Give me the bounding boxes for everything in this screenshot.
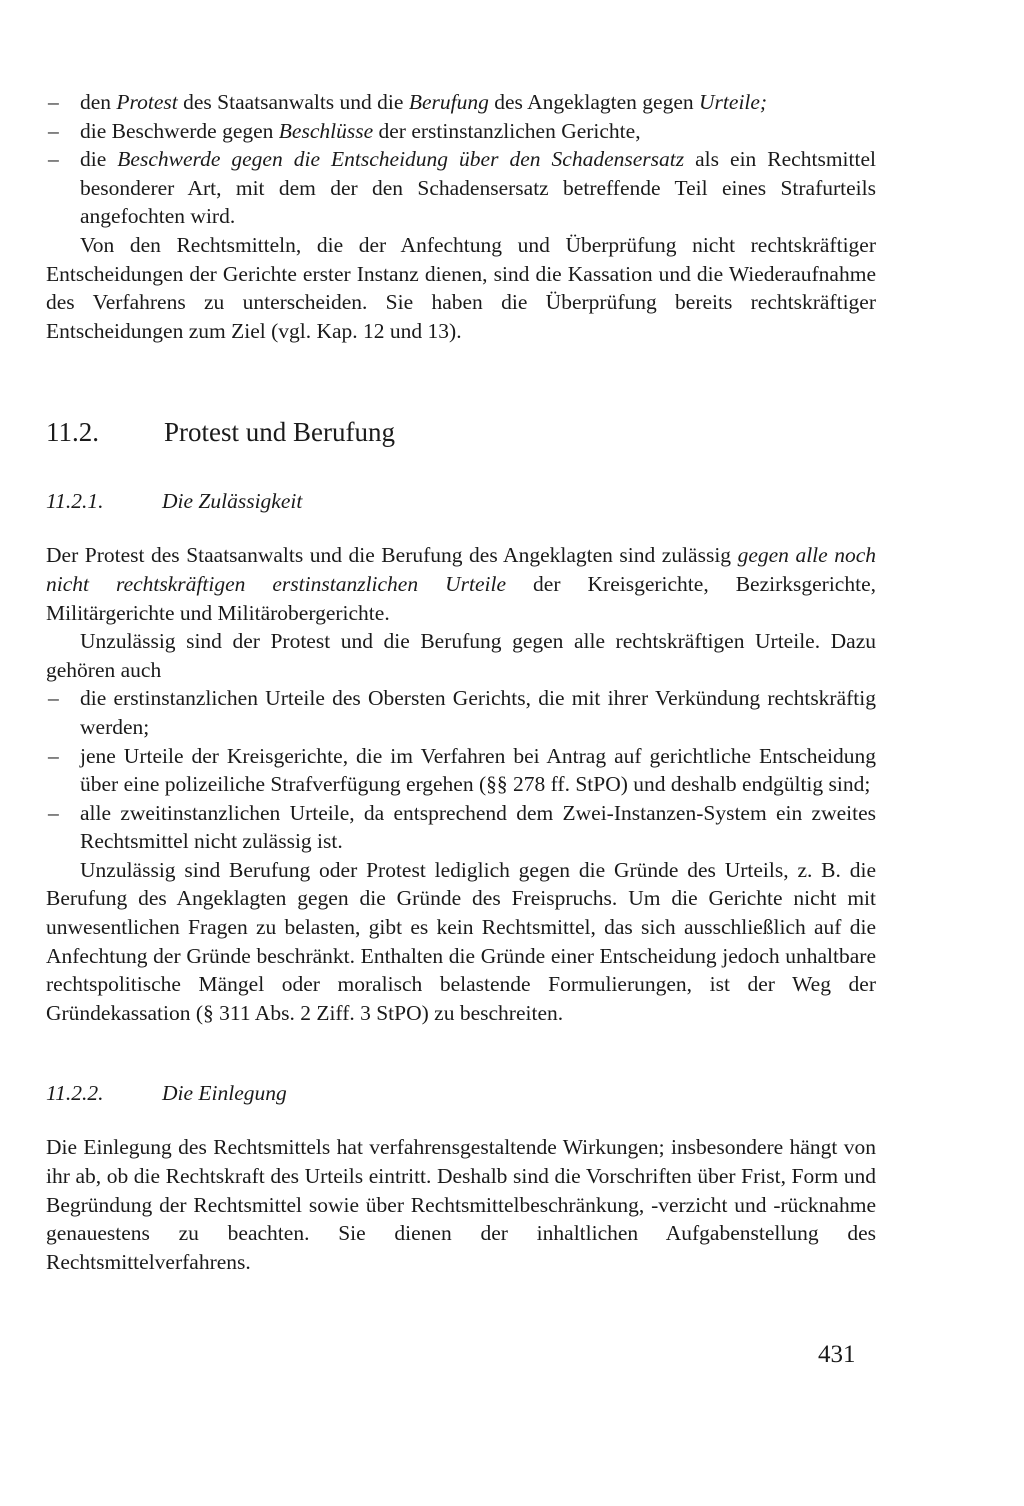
list-text: die Beschwerde gegen die Entscheidung über den Schadensersatz als ein Rechtsmittel besonderer Art, mit dem der den Schadensersatz betreffende Teil eines Strafurteils angefochten wird. bbox=[80, 147, 876, 229]
list-item bbox=[46, 117, 876, 146]
section-title: Protest und Berufung bbox=[164, 417, 395, 448]
subsection-number: 11.2.2. bbox=[46, 1081, 104, 1106]
list-text: den Protest des Staatsanwalts und die Berufung des Angeklagten gegen Urteile; bbox=[80, 90, 768, 114]
list-item bbox=[46, 145, 876, 231]
dash-marker: – bbox=[48, 147, 59, 172]
paragraph: Die Einlegung des Rechtsmittels hat verfahrensgestaltende Wirkungen; insbesondere hängt von ihr ab, ob die Rechtskraft des Urteils eintritt. Deshalb sind die Vorschriften über Frist, Form und Begründung der Rechtsmittel sowie über Rechtsmittelbeschränkung, -verzicht und -rücknahme genauestens zu beachten. Sie dienen der inhaltlichen Aufgabenstellung des Rechtsmittelverfahrens. bbox=[46, 1135, 876, 1274]
subsection-title: Die Einlegung bbox=[162, 1081, 287, 1106]
subsection-title: Die Zulässigkeit bbox=[162, 489, 303, 514]
subsection-number: 11.2.1. bbox=[46, 489, 104, 514]
list-text: die erstinstanzlichen Urteile des Obersten Gerichts, die mit ihrer Verkündung rechtskräftig werden; bbox=[80, 686, 876, 739]
section-number: 11.2. bbox=[46, 417, 99, 448]
intro-list bbox=[46, 88, 876, 231]
dash-marker: – bbox=[48, 686, 59, 711]
paragraph: Unzulässig sind der Protest und die Berufung gegen alle rechtskräftigen Urteile. Dazu gehören auch bbox=[46, 629, 876, 682]
dash-marker: – bbox=[48, 90, 59, 114]
dash-marker: – bbox=[48, 743, 59, 768]
paragraph: Unzulässig sind Berufung oder Protest lediglich gegen die Gründe des Urteils, z. B. die Berufung des Angeklagten gegen die Gründe des Freispruchs. Um die Gerichte nicht mit unwesentlichen Fragen zu belasten, gibt es kein Rechtsmittel, das sich ausschließlich auf die Anfechtung der Gründe beschränkt. Enthalten die Gründe einer Entscheidung jedoch unhaltbare rechtspolitische Mängel oder moralisch belastende Formulierungen, ist der Weg der Gründekassation (§ 311 Abs. 2 Ziff. 3 StPO) zu beschreiten. bbox=[46, 857, 876, 1025]
list-item bbox=[46, 684, 876, 741]
subsection-heading bbox=[46, 487, 876, 515]
page-body bbox=[46, 88, 876, 1276]
list-item bbox=[46, 799, 876, 856]
intro-paragraph: Von den Rechtsmitteln, die der Anfechtung und Überprüfung nicht rechtskräftiger Entscheidungen der Gerichte erster Instanz dienen, sind die Kassation und die Wiederaufnahme des Verfahrens zu unterscheiden. Sie haben die Überprüfung bereits rechtskräftiger Entscheidungen zum Ziel (vgl. Kap. 12 und 13). bbox=[46, 232, 876, 343]
dash-marker: – bbox=[48, 118, 59, 143]
list-item bbox=[46, 742, 876, 799]
dash-marker: – bbox=[48, 800, 59, 825]
paragraph: Der Protest des Staatsanwalts und die Berufung des Angeklagten sind zulässig gegen alle noch nicht rechtskräftigen erstinstanzlichen Urteile der Kreisgerichte, Bezirksgerichte, Militärgerichte und Militärobergerichte. bbox=[46, 543, 876, 625]
section-heading bbox=[46, 415, 876, 449]
list-text: alle zweitinstanzlichen Urteile, da entsprechend dem Zwei-Instanzen-System ein zweites Rechtsmittel nicht zulässig ist. bbox=[80, 800, 876, 854]
list-item bbox=[46, 88, 876, 117]
subsection-heading bbox=[46, 1079, 876, 1107]
page-number: 431 bbox=[818, 1341, 856, 1368]
list-text: jene Urteile der Kreisgerichte, die im Verfahren bei Antrag auf gerichtliche Entscheidung über eine polizeiliche Strafverfügung ergehen (§§ 278 ff. StPO) und deshalb endgültig sind; bbox=[80, 743, 876, 797]
exclusion-list bbox=[46, 684, 876, 856]
list-text: die Beschwerde gegen Beschlüsse der erstinstanzlichen Gerichte, bbox=[80, 118, 641, 143]
